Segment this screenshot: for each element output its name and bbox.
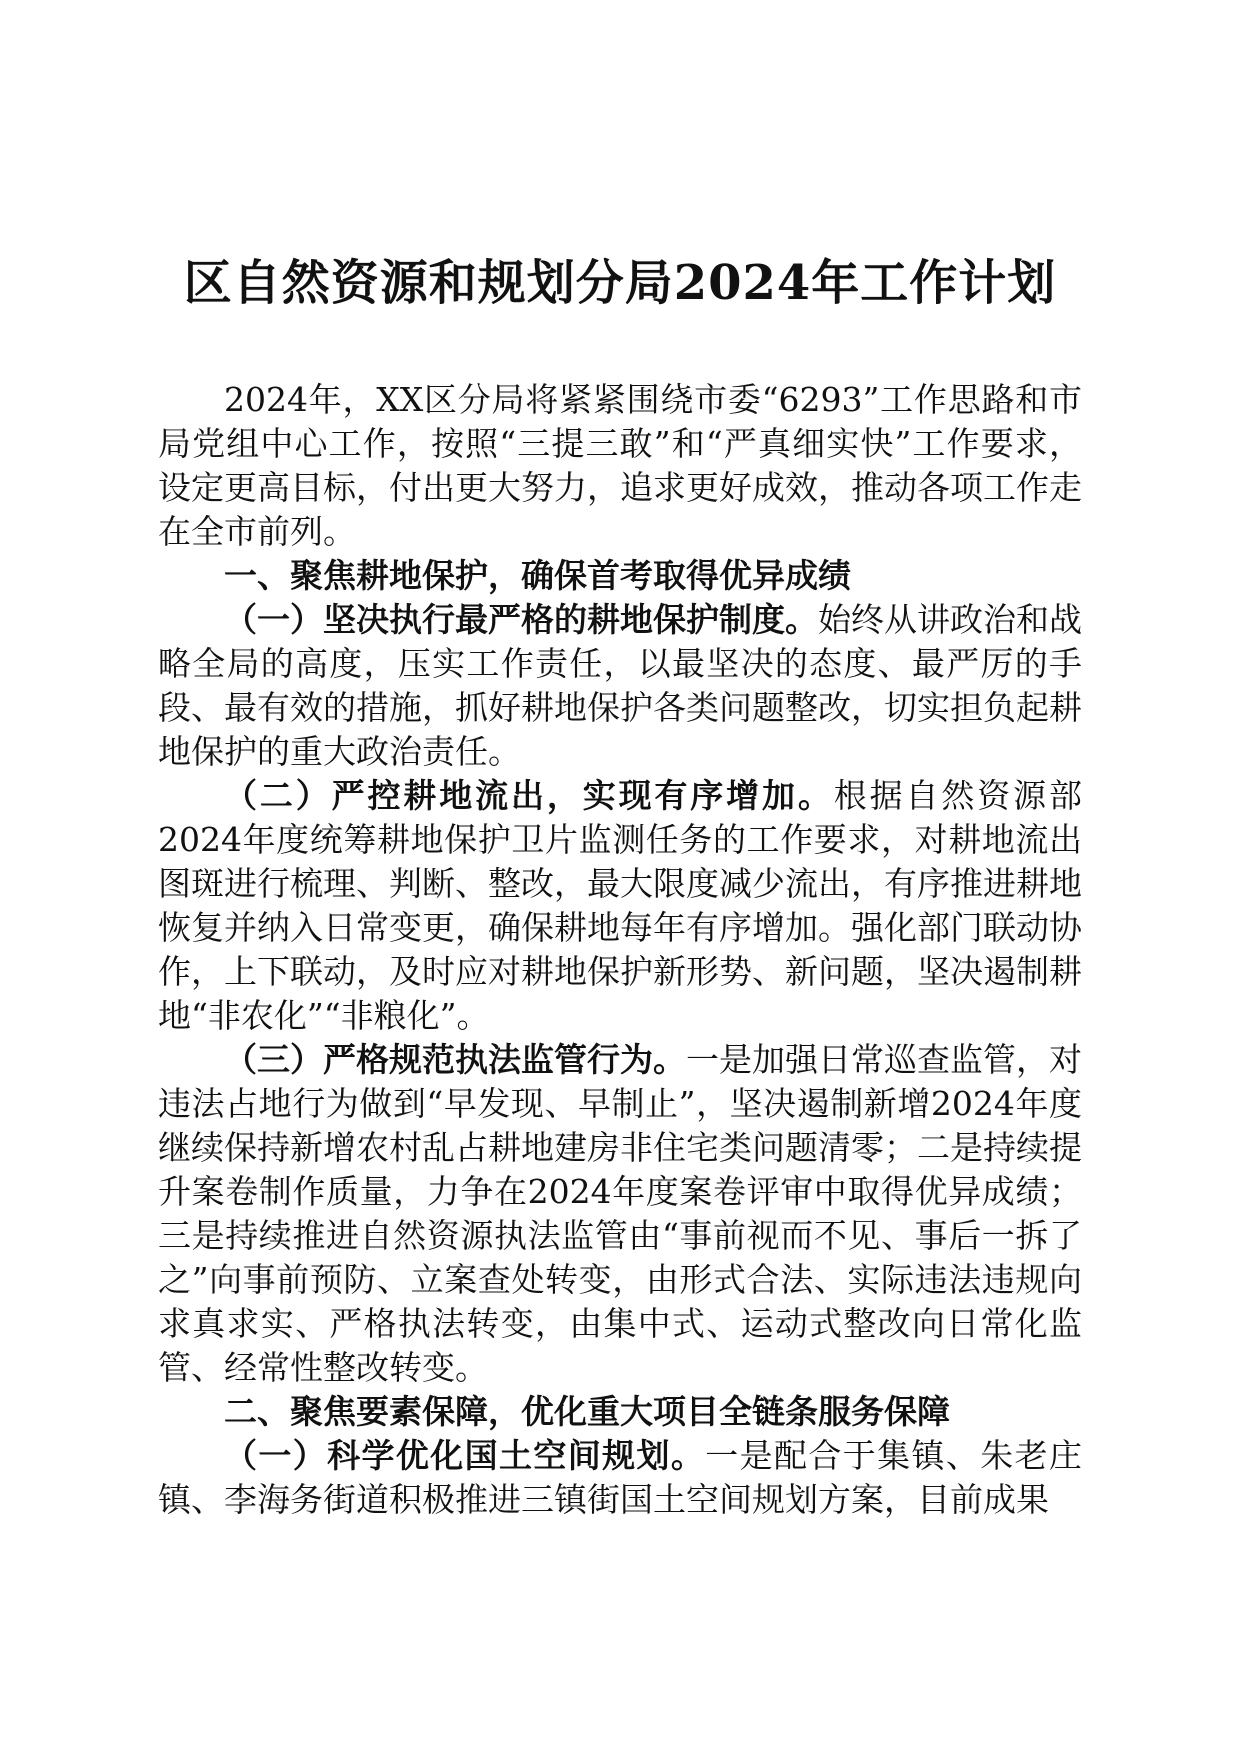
section-1-item-1 — [158, 598, 1082, 774]
item-lead: （二）严控耕地流出，实现有序增加。 — [224, 776, 834, 815]
section-heading-2: 二、聚焦要素保障，优化重大项目全链条服务保障 — [224, 1392, 950, 1431]
item-text: 一是加强日常巡查监管，对违法占地行为做到“早发现、早制止”，坚决遏制新增2024年度继续保持新增农村乱占耕地建房非住宅类问题清零；二是持续提升案卷制作质量，力争在2024年度案卷评审中取得优异成绩；三是持续推进自然资源执法监管由“事前视而不见、事后一拆了之”向事前预防、立案查处转变，由形式合法、实际违法违规向求真求实、严格执法转变，由集中式、运动式整改向日常化监管、经常性整改转变。 — [158, 1040, 1082, 1387]
item-text: 根据自然资源部2024年度统筹耕地保护卫片监测任务的工作要求，对耕地流出图斑进行梳理、判断、整改，最大限度减少流出，有序推进耕地恢复并纳入日常变更，确保耕地每年有序增加。强化部门联动协作，上下联动，及时应对耕地保护新形势、新问题，坚决遏制耕地“非农化”“非粮化”。 — [158, 776, 1083, 1035]
document-title: 区自然资源和规划分局2024年工作计划 — [183, 255, 1057, 311]
document-body — [158, 378, 1082, 1522]
item-lead: （三）严格规范执法监管行为。 — [224, 1040, 686, 1079]
item-text: 始终从讲政治和战略全局的高度，压实工作责任，以最坚决的态度、最严厉的手段、最有效的措施，抓好耕地保护各类问题整改，切实担负起耕地保护的重大政治责任。 — [158, 600, 1082, 771]
item-lead: （一）科学优化国土空间规划。 — [224, 1436, 706, 1475]
item-lead: （一）坚决执行最严格的耕地保护制度。 — [224, 600, 818, 639]
section-1-item-2 — [158, 774, 1082, 1038]
intro-paragraph: 2024年，XX区分局将紧紧围绕市委“6293”工作思路和市局党组中心工作，按照“三提三敢”和“严真细实快”工作要求，设定更高目标，付出更大努力，追求更好成效，推动各项工作走在全市前列。 — [158, 380, 1082, 551]
section-heading-1: 一、聚焦耕地保护，确保首考取得优异成绩 — [224, 556, 851, 595]
section-2-item-1 — [158, 1434, 1082, 1522]
section-1-item-3 — [158, 1038, 1082, 1390]
item-text: 一是配合于集镇、朱老庄镇、李海务街道积极推进三镇街国土空间规划方案，目前成果 — [158, 1436, 1082, 1519]
